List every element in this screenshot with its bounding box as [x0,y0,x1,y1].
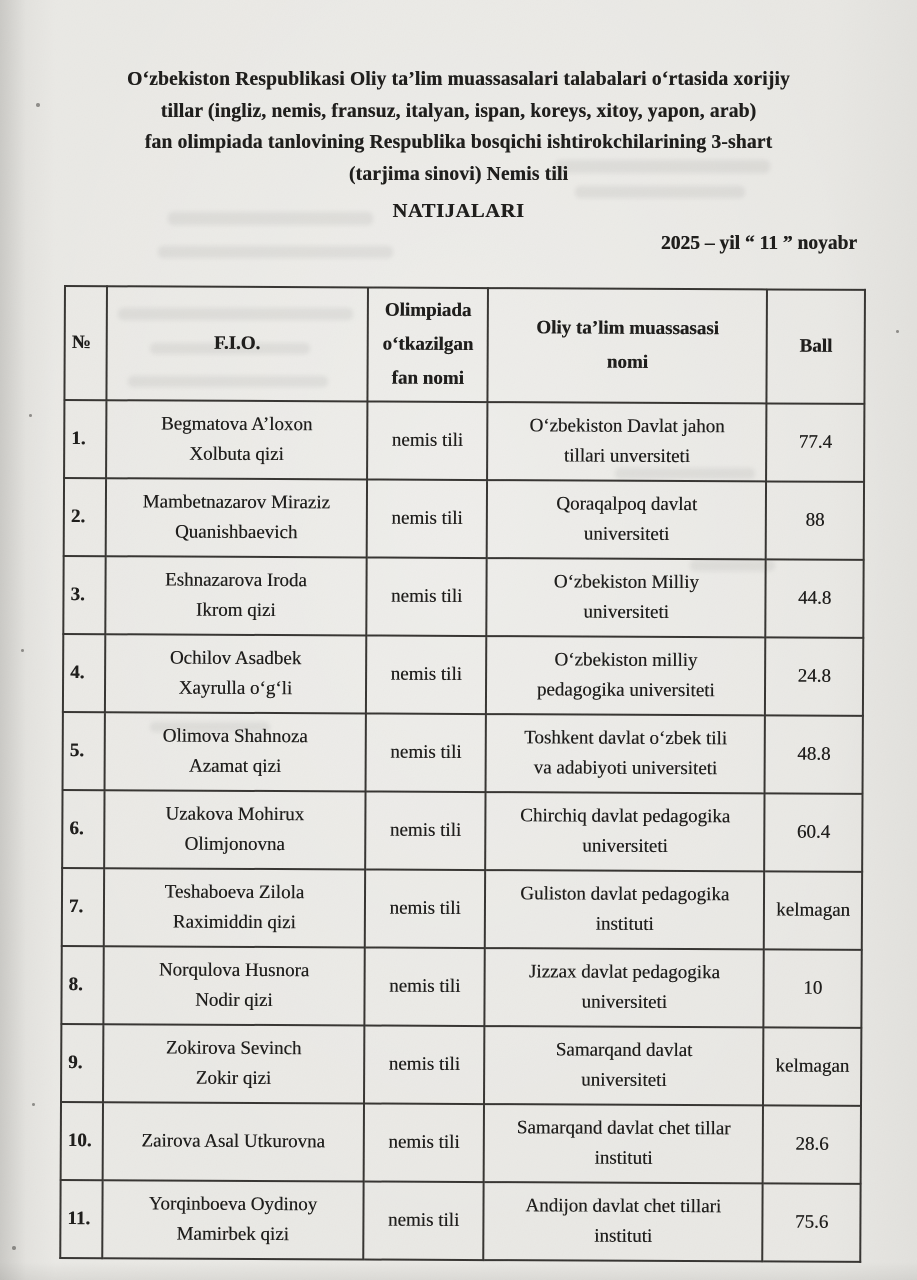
participant-name: Zairova Asal Utkurovna [102,1102,364,1181]
score-value: 44.8 [766,559,864,637]
score-value: 77.4 [766,403,864,481]
participant-name: Ochilov Asadbek Xayrulla o‘g‘li [105,634,367,713]
score-value: 75.6 [763,1183,861,1261]
title-line-1: O‘zbekiston Respublikasi Oliy ta’lim muassasalari talabalari o‘rtasida xorijiy [127,69,790,90]
title-line-2: tillar (ingliz, nemis, fransuz, italyan, ispan, koreys, xitoy, yapon, arab) [160,100,757,122]
row-number: 11. [60,1180,102,1258]
results-table [59,285,866,1263]
document-title [40,64,877,190]
participant-name: Mambetnazarov Miraziz Quanishbaevich [105,478,367,557]
table-row [62,790,862,872]
institution-name: Jizzax davlat pedagogika universiteti [485,948,765,1027]
scan-speck [21,649,24,652]
subject-name: nemis tili [364,1025,484,1104]
participant-name: Uzakova Mohirux Olimjonovna [104,790,366,869]
document-date: 2025 – yil “ 11 ” noyabr [660,233,857,254]
participant-name: Eshnazarova Iroda Ikrom qizi [105,556,367,635]
institution-name: O‘zbekiston Davlat jahon tillari unversiteti [487,402,767,481]
subject-name: nemis tili [366,713,486,792]
paper-edge-shadow [0,1262,917,1280]
participant-name: Norqulova Husnora Nodir qizi [103,946,365,1025]
score-value: 10 [764,949,862,1027]
table-row [61,946,861,1028]
institution-name: Toshkent davlat o‘zbek tili va adabiyoti universiteti [486,714,766,793]
subject-name: nemis tili [367,401,487,480]
subject-name: nemis tili [366,557,486,636]
results-table-body [60,400,864,1262]
score-value: kelmagan [764,871,862,949]
row-number: 4. [63,634,105,712]
header-number: № [64,286,106,400]
table-row [63,712,863,794]
title-line-4: (tarjima sinovi) Nemis tili [348,163,569,185]
scan-speck [29,414,32,417]
title-line-3: fan olimpiada tanlovining Respublika bosqichi ishtirokchilarining 3-shart [144,132,773,153]
header-subject: Olimpiada o‘tkazilgan fan nomi [368,287,489,402]
table-row [60,1180,860,1262]
results-heading: NATIJALARI [392,200,525,222]
subject-name: nemis tili [365,947,485,1026]
institution-name: Qoraqalpoq davlat universiteti [487,480,767,559]
row-number: 6. [62,790,104,868]
table-row [61,1024,861,1106]
header-institution: Oliy ta’lim muassasasi nomi [488,288,768,403]
scan-speck [12,1246,16,1250]
subject-name: nemis tili [367,479,487,558]
table-row [64,478,864,560]
institution-name: Guliston davlat pedagogika instituti [485,870,765,949]
bleedthrough-smudge [158,246,393,258]
scan-speck [32,1103,35,1106]
institution-name: O‘zbekiston milliy pedagogika universiteti [486,636,766,715]
score-value: 88 [766,481,864,559]
header-fio: F.I.O. [106,286,368,401]
participant-name: Yorqinboeva Oydinoy Mamirbek qizi [102,1180,364,1259]
institution-name: Samarqand davlat chet tillar instituti [484,1104,764,1183]
row-number: 1. [64,400,106,478]
table-row [62,868,862,950]
score-value: kelmagan [763,1027,861,1105]
row-number: 9. [61,1024,103,1102]
institution-name: O‘zbekiston Milliy universiteti [486,558,766,637]
row-number: 7. [62,868,104,946]
table-row [64,400,864,482]
subject-name: nemis tili [363,1181,483,1260]
table-row [63,634,863,716]
participant-name: Olimova Shahnoza Azamat qizi [104,712,366,791]
institution-name: Andijon davlat chet tillari instituti [483,1182,763,1261]
score-value: 24.8 [765,637,863,715]
results-table-container [59,285,866,1263]
subject-name: nemis tili [366,635,486,714]
paper-edge-shadow [0,0,26,1280]
row-number: 8. [61,946,103,1024]
table-row [61,1102,861,1184]
row-number: 2. [64,478,106,556]
score-value: 28.6 [763,1105,861,1183]
score-value: 48.8 [765,715,863,793]
subject-name: nemis tili [365,791,485,870]
row-number: 10. [61,1102,103,1180]
participant-name: Begmatova A’loxon Xolbuta qizi [106,400,368,479]
participant-name: Zokirova Sevinch Zokir qizi [103,1024,365,1103]
row-number: 3. [63,556,105,634]
table-row [63,556,863,638]
score-value: 60.4 [765,793,863,871]
subject-name: nemis tili [364,1103,484,1182]
participant-name: Teshaboeva Zilola Raximiddin qizi [103,868,365,947]
institution-name: Samarqand davlat universiteti [484,1026,764,1105]
scan-speck [896,330,899,333]
row-number: 5. [63,712,105,790]
header-score: Ball [767,289,865,403]
subject-name: nemis tili [365,869,485,948]
results-table-header [64,286,865,404]
institution-name: Chirchiq davlat pedagogika universiteti [485,792,765,871]
